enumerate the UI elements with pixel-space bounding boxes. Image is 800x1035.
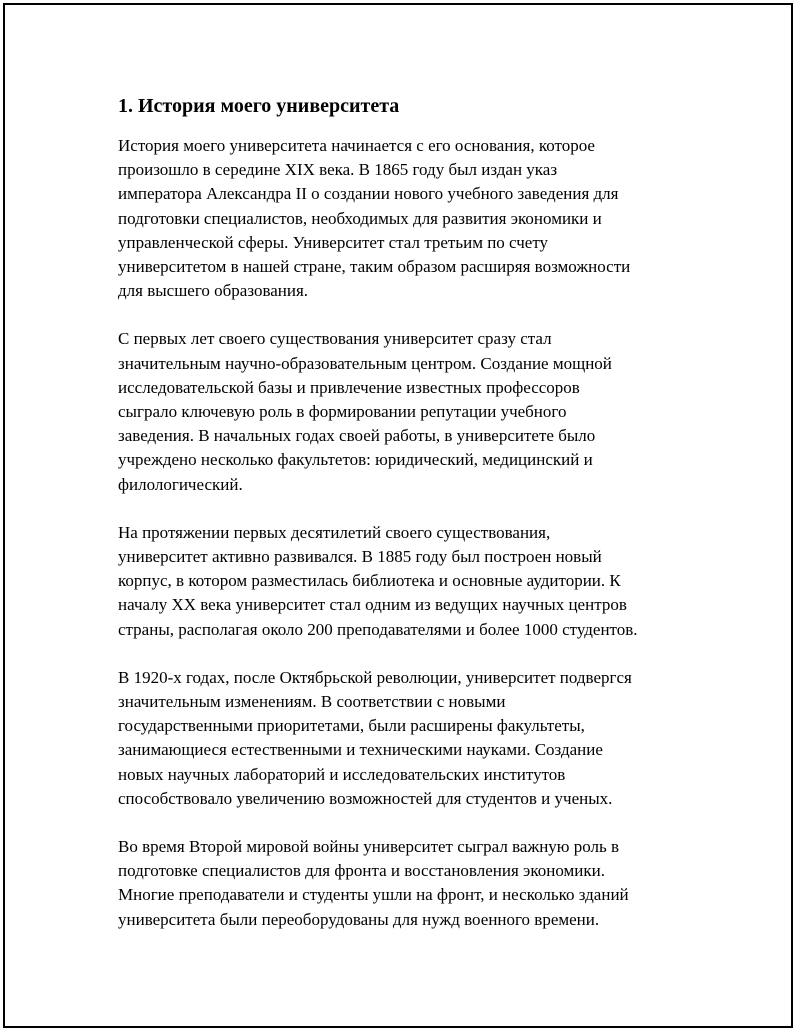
text-line: императора Александра II о создании нового учебного заведения для (118, 184, 619, 204)
text-line: учреждено несколько факультетов: юридический, медицинский и (118, 450, 593, 470)
paragraph-1 (118, 134, 688, 303)
paragraph-5 (118, 835, 688, 932)
text-line: На протяжении первых десятилетий своего существования, (118, 522, 551, 542)
text-line: подготовки специалистов, необходимых для развития экономики и (118, 208, 602, 228)
text-line: университет активно развивался. В 1885 году был построен новый (118, 547, 602, 567)
text-line: сыграло ключевую роль в формировании репутации учебного (118, 402, 567, 422)
document-body (118, 92, 688, 956)
text-line: государственными приоритетами, были расширены факультеты, (118, 716, 585, 736)
text-line: занимающиеся естественными и техническими науками. Создание (118, 740, 603, 760)
text-line: С первых лет своего существования университет сразу стал (118, 329, 552, 349)
text-line: способствовало увеличению возможностей для студентов и ученых. (118, 788, 613, 808)
text-line: История моего университета начинается с его основания, которое (118, 136, 595, 155)
paragraph-3 (118, 521, 688, 642)
text-line: исследовательской базы и привлечение известных профессоров (118, 377, 580, 397)
text-line: для высшего образования. (118, 281, 309, 301)
text-line: Многие преподаватели и студенты ушли на фронт, и несколько зданий (118, 885, 629, 905)
text-line: подготовке специалистов для фронта и восстановления экономики. (118, 861, 605, 881)
text-line: началу XX века университет стал одним из ведущих научных центров (118, 595, 627, 615)
text-line: В 1920-х годах, после Октябрьской революции, университет подвергся (118, 667, 632, 687)
text-line: страны, располагая около 200 преподавателями и более 1000 студентов. (118, 619, 638, 639)
text-line: управленческой сферы. Университет стал третьим по счету (118, 232, 549, 252)
text-line: филологический. (118, 474, 243, 494)
text-line: университета были переоборудованы для нужд военного времени. (118, 909, 600, 929)
text-line: произошло в середине XIX века. В 1865 году был издан указ (118, 160, 558, 180)
text-line: новых научных лабораторий и исследовательских институтов (118, 764, 566, 784)
section-heading: 1. История моего университета (118, 95, 400, 117)
text-line: университетом в нашей стране, таким образом расширяя возможности (118, 257, 631, 277)
text-line: корпус, в котором разместилась библиотека и основные аудитории. К (118, 571, 621, 591)
paragraph-4 (118, 666, 688, 811)
text-line: Во время Второй мировой войны университет сыграл важную роль в (118, 837, 620, 857)
text-line: значительным научно-образовательным центром. Создание мощной (118, 353, 612, 373)
paragraph-2 (118, 327, 688, 496)
text-line: значительным изменениям. В соответствии с новыми (118, 692, 506, 712)
text-line: заведения. В начальных годах своей работы, в университете было (118, 426, 596, 446)
